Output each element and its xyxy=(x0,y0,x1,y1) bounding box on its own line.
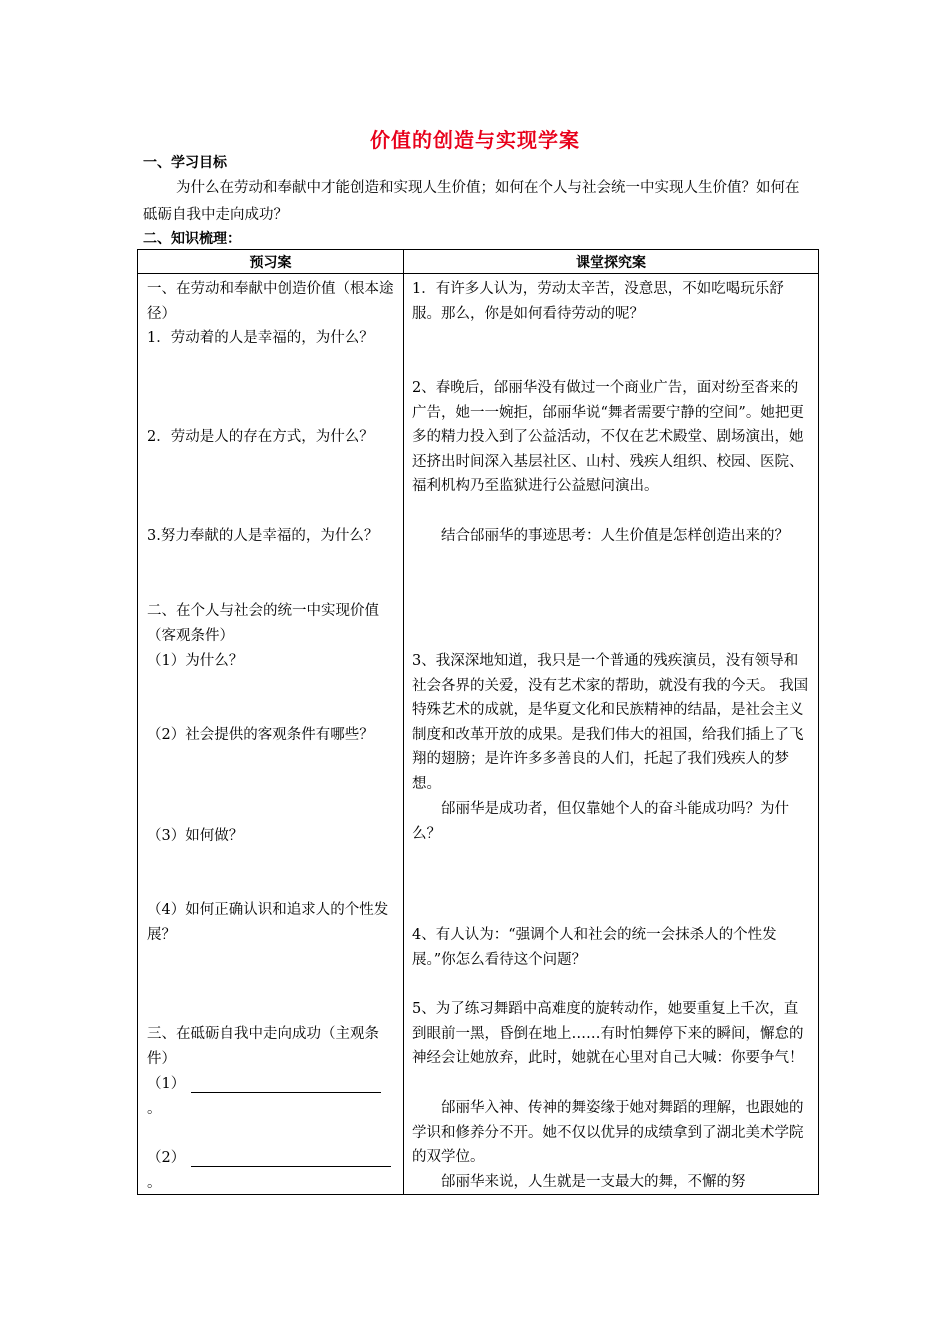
left-b1-label: （1） xyxy=(147,1076,186,1092)
left-b2-label: （2） xyxy=(147,1150,186,1166)
left-s2: （2）社会提供的客观条件有哪些？ xyxy=(147,727,374,743)
right-q3-prompt: 邰丽华是成功者，但仅靠她个人的奋斗能成功吗？为什么？ xyxy=(412,801,789,842)
left-q1: 1．劳动着的人是幸福的，为什么？ xyxy=(147,330,374,346)
left-b2-end: 。 xyxy=(147,1174,162,1191)
header-classroom: 课堂探究案 xyxy=(576,255,646,271)
left-q2: 2．劳动是人的存在方式，为什么？ xyxy=(147,429,374,445)
right-q1: 1．有许多人认为，劳动太辛苦，没意思，不如吃喝玩乐舒服。那么，你是如何看待劳动的呢？ xyxy=(412,281,784,322)
study-table xyxy=(137,249,819,1195)
right-q2-prompt: 结合邰丽华的事迹思考：人生价值是怎样创造出来的？ xyxy=(441,528,789,544)
left-h3: 三、在砥砺自我中走向成功（主观条件） xyxy=(147,1026,379,1067)
left-s1: （1）为什么？ xyxy=(147,653,244,669)
left-blank-2 xyxy=(147,1146,402,1195)
left-s4: （4）如何正确认识和追求人的个性发展？ xyxy=(147,902,389,943)
section-heading-knowledge: 二、知识梳理： xyxy=(143,231,241,247)
right-q4: 4、有人认为：“强调个人和社会的统一会抹杀人的个性发展。”你怎么看待这个问题？ xyxy=(412,927,777,968)
right-q3: 3、我深深地知道，我只是一个普通的残疾演员，没有领导和社会各界的关爱，没有艺术家的帮助，就没有我的今天。 我国特殊艺术的成就，是华夏文化和民族精神的结晶，是社会主义制度和改革开放的成果。是我们伟大的祖国，给我们插上了飞翔的翅膀；是许许多多善良的人们，托起了我们残疾人的梦想。 xyxy=(412,653,809,792)
column-divider xyxy=(403,250,404,1194)
right-q5: 5、为了练习舞蹈中高难度的旋转动作，她要重复上千次，直到眼前一黑，昏倒在地上……有时怕舞停下来的瞬间，懈怠的神经会让她放弃，此时，她就在心里对自己大喊：你要争气！ xyxy=(412,1001,804,1067)
left-b1-end: 。 xyxy=(147,1100,162,1117)
header-divider xyxy=(138,273,818,274)
goals-text: 为什么在劳动和奉献中才能创造和实现人生价值；如何在个人与社会统一中实现人生价值？如何在砥砺自我中走向成功？ xyxy=(143,180,800,223)
right-q2: 2、春晚后，邰丽华没有做过一个商业广告，面对纷至沓来的广告，她一一婉拒，邰丽华说“舞者需要宁静的空间”。她把更多的精力投入到了公益活动，不仅在艺术殿堂、剧场演出，她还挤出时间深入基层社区、山村、残疾人组织、校园、医院、福利机构乃至监狱进行公益慰问演出。 xyxy=(412,380,804,495)
right-q5-para2: 邰丽华入神、传神的舞姿缘于她对舞蹈的理解，也跟她的学识和修养分不开。她不仅以优异的成绩拿到了湖北美术学院的双学位。 xyxy=(412,1100,804,1166)
left-h1: 一、在劳动和奉献中创造价值（根本途径） xyxy=(147,281,394,322)
page-title: 价值的创造与实现学案 xyxy=(370,128,580,152)
fill-blank-2[interactable] xyxy=(191,1150,391,1167)
left-blank-1 xyxy=(147,1072,402,1121)
right-q5-para3: 邰丽华来说，人生就是一支最大的舞，不懈的努 xyxy=(441,1174,746,1190)
left-h2: 二、在个人与社会的统一中实现价值（客观条件） xyxy=(147,603,379,644)
section-heading-goals: 一、学习目标 xyxy=(143,155,227,171)
left-q3: 3.努力奉献的人是幸福的，为什么？ xyxy=(147,528,379,544)
header-preview: 预习案 xyxy=(249,255,292,271)
left-s3: （3）如何做？ xyxy=(147,828,244,844)
fill-blank-1[interactable] xyxy=(191,1076,381,1093)
